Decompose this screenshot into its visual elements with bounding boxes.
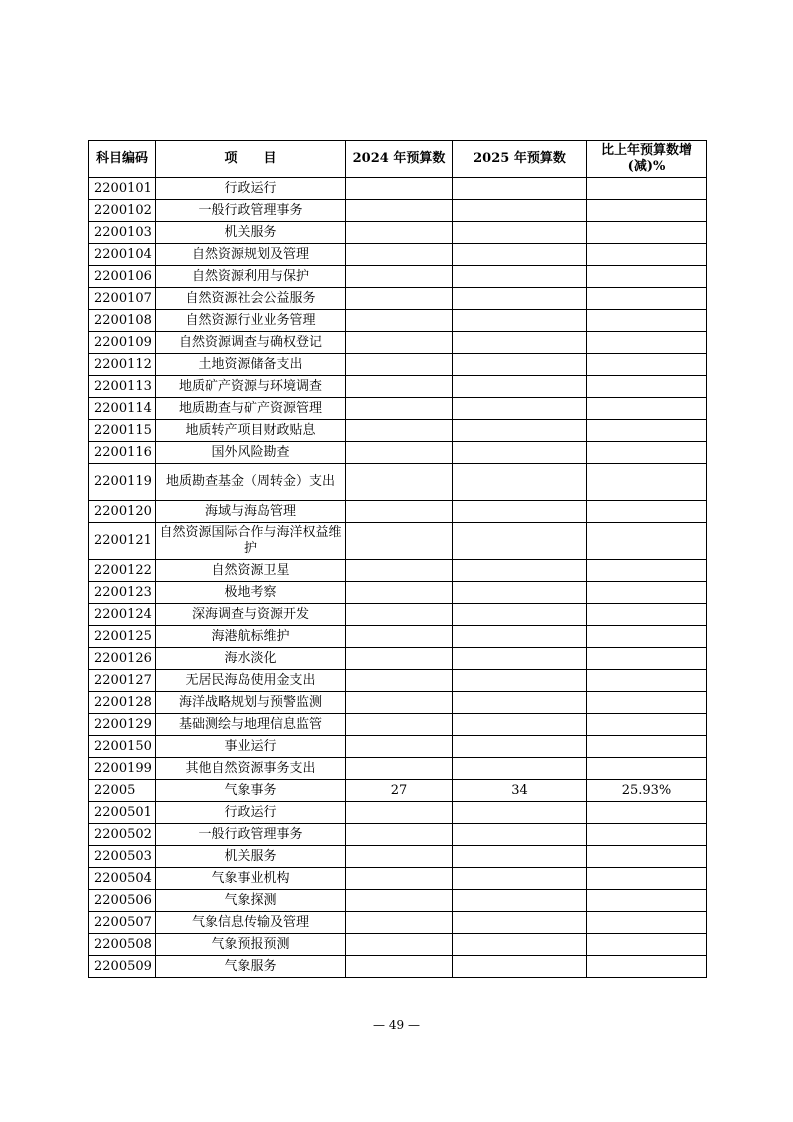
row-name-cell: 土地资源储备支出 (156, 354, 346, 376)
row-name-cell: 气象预报预测 (156, 934, 346, 956)
row-code-cell: 2200129 (89, 714, 156, 736)
row-code-cell: 2200199 (89, 758, 156, 780)
row-budget-2024-cell (346, 501, 453, 523)
row-code-cell: 2200109 (89, 332, 156, 354)
row-name-cell: 海域与海岛管理 (156, 501, 346, 523)
row-budget-2025-cell (453, 868, 587, 890)
row-budget-2025-cell (453, 934, 587, 956)
row-change-cell (587, 626, 707, 648)
row-code-cell: 2200123 (89, 582, 156, 604)
row-budget-2024-cell (346, 523, 453, 560)
row-budget-2024-cell (346, 670, 453, 692)
table-row (89, 310, 707, 332)
row-budget-2024-cell: 27 (346, 780, 453, 802)
row-budget-2025-cell (453, 802, 587, 824)
table-row (89, 780, 707, 802)
row-code-cell: 2200115 (89, 420, 156, 442)
row-budget-2025-cell (453, 890, 587, 912)
row-budget-2025-cell (453, 501, 587, 523)
table-row (89, 582, 707, 604)
row-code-cell: 2200127 (89, 670, 156, 692)
row-name-cell: 深海调查与资源开发 (156, 604, 346, 626)
row-code-cell: 2200113 (89, 376, 156, 398)
row-name-cell: 机关服务 (156, 222, 346, 244)
row-budget-2025-cell (453, 956, 587, 978)
row-change-cell (587, 464, 707, 501)
row-budget-2024-cell (346, 714, 453, 736)
row-name-cell: 极地考察 (156, 582, 346, 604)
row-change-cell (587, 332, 707, 354)
row-change-cell (587, 244, 707, 266)
row-name-cell: 气象服务 (156, 956, 346, 978)
row-name-cell: 气象探测 (156, 890, 346, 912)
row-budget-2024-cell (346, 956, 453, 978)
table-row (89, 288, 707, 310)
page-number: — 49 — (373, 1018, 420, 1032)
row-change-cell (587, 956, 707, 978)
table-row (89, 376, 707, 398)
row-change-cell (587, 523, 707, 560)
row-code-cell: 2200150 (89, 736, 156, 758)
header-code: 科目编码 (89, 141, 156, 178)
row-budget-2025-cell (453, 310, 587, 332)
row-change-cell (587, 934, 707, 956)
row-code-cell: 2200502 (89, 824, 156, 846)
row-budget-2025-cell (453, 560, 587, 582)
row-change-cell (587, 648, 707, 670)
row-budget-2025-cell (453, 420, 587, 442)
table-row (89, 200, 707, 222)
row-change-cell (587, 420, 707, 442)
row-budget-2024-cell (346, 824, 453, 846)
row-budget-2024-cell (346, 560, 453, 582)
row-name-cell: 地质勘查与矿产资源管理 (156, 398, 346, 420)
row-code-cell: 22005 (89, 780, 156, 802)
row-name-cell: 一般行政管理事务 (156, 824, 346, 846)
row-budget-2025-cell (453, 626, 587, 648)
row-budget-2024-cell (346, 178, 453, 200)
row-name-cell: 无居民海岛使用金支出 (156, 670, 346, 692)
table-row (89, 420, 707, 442)
table-row (89, 736, 707, 758)
row-budget-2025-cell (453, 758, 587, 780)
row-code-cell: 2200108 (89, 310, 156, 332)
row-name-cell: 海洋战略规划与预警监测 (156, 692, 346, 714)
row-budget-2024-cell (346, 934, 453, 956)
table-row (89, 244, 707, 266)
table-row (89, 890, 707, 912)
row-change-cell (587, 868, 707, 890)
row-budget-2024-cell (346, 222, 453, 244)
row-name-cell: 行政运行 (156, 178, 346, 200)
table-row (89, 626, 707, 648)
table-row (89, 912, 707, 934)
table-row (89, 758, 707, 780)
row-name-cell: 地质矿产资源与环境调查 (156, 376, 346, 398)
row-budget-2025-cell (453, 846, 587, 868)
row-budget-2025-cell (453, 244, 587, 266)
row-budget-2025-cell (453, 442, 587, 464)
row-code-cell: 2200501 (89, 802, 156, 824)
row-budget-2024-cell (346, 846, 453, 868)
row-name-cell: 自然资源调查与确权登记 (156, 332, 346, 354)
table-row (89, 846, 707, 868)
row-budget-2024-cell (346, 912, 453, 934)
row-code-cell: 2200128 (89, 692, 156, 714)
row-code-cell: 2200120 (89, 501, 156, 523)
row-budget-2025-cell (453, 523, 587, 560)
table-row (89, 934, 707, 956)
row-code-cell: 2200125 (89, 626, 156, 648)
row-change-cell (587, 222, 707, 244)
table-row (89, 670, 707, 692)
row-change-cell (587, 670, 707, 692)
row-change-cell (587, 890, 707, 912)
row-code-cell: 2200112 (89, 354, 156, 376)
row-budget-2024-cell (346, 868, 453, 890)
row-budget-2024-cell (346, 354, 453, 376)
table-row (89, 868, 707, 890)
row-code-cell: 2200121 (89, 523, 156, 560)
row-name-cell: 地质勘查基金（周转金）支出 (156, 464, 346, 501)
row-code-cell: 2200507 (89, 912, 156, 934)
row-change-cell (587, 824, 707, 846)
table-row (89, 560, 707, 582)
row-change-cell: 25.93% (587, 780, 707, 802)
row-name-cell: 气象信息传输及管理 (156, 912, 346, 934)
row-budget-2025-cell (453, 604, 587, 626)
table-row (89, 332, 707, 354)
row-change-cell (587, 501, 707, 523)
row-name-cell: 一般行政管理事务 (156, 200, 346, 222)
row-budget-2024-cell (346, 604, 453, 626)
table-row (89, 692, 707, 714)
row-change-cell (587, 178, 707, 200)
row-budget-2025-cell (453, 714, 587, 736)
table-row (89, 824, 707, 846)
row-code-cell: 2200122 (89, 560, 156, 582)
row-budget-2025-cell (453, 912, 587, 934)
row-code-cell: 2200103 (89, 222, 156, 244)
row-budget-2025-cell (453, 376, 587, 398)
table-body (89, 178, 707, 978)
row-name-cell: 海港航标维护 (156, 626, 346, 648)
table-row (89, 802, 707, 824)
table-row (89, 464, 707, 501)
row-budget-2024-cell (346, 890, 453, 912)
row-budget-2024-cell (346, 582, 453, 604)
row-change-cell (587, 758, 707, 780)
row-change-cell (587, 354, 707, 376)
row-budget-2025-cell (453, 178, 587, 200)
row-code-cell: 2200504 (89, 868, 156, 890)
table-row (89, 604, 707, 626)
row-budget-2024-cell (346, 464, 453, 501)
row-change-cell (587, 582, 707, 604)
row-budget-2025-cell (453, 332, 587, 354)
row-budget-2024-cell (346, 802, 453, 824)
row-code-cell: 2200126 (89, 648, 156, 670)
table-header (89, 141, 707, 178)
table-row (89, 523, 707, 560)
table-row (89, 266, 707, 288)
row-change-cell (587, 604, 707, 626)
row-budget-2024-cell (346, 288, 453, 310)
row-budget-2024-cell (346, 398, 453, 420)
row-budget-2025-cell (453, 670, 587, 692)
row-change-cell (587, 376, 707, 398)
row-budget-2024-cell (346, 758, 453, 780)
row-change-cell (587, 442, 707, 464)
row-budget-2025-cell: 34 (453, 780, 587, 802)
table-row (89, 714, 707, 736)
table-row (89, 956, 707, 978)
row-name-cell: 其他自然资源事务支出 (156, 758, 346, 780)
row-code-cell: 2200503 (89, 846, 156, 868)
row-budget-2025-cell (453, 648, 587, 670)
table-row (89, 354, 707, 376)
row-name-cell: 自然资源行业业务管理 (156, 310, 346, 332)
row-name-cell: 事业运行 (156, 736, 346, 758)
row-budget-2024-cell (346, 376, 453, 398)
header-row (89, 141, 707, 178)
row-budget-2024-cell (346, 310, 453, 332)
row-budget-2024-cell (346, 266, 453, 288)
row-name-cell: 气象事业机构 (156, 868, 346, 890)
row-code-cell: 2200116 (89, 442, 156, 464)
row-change-cell (587, 714, 707, 736)
row-budget-2024-cell (346, 692, 453, 714)
row-code-cell: 2200124 (89, 604, 156, 626)
row-change-cell (587, 266, 707, 288)
row-change-cell (587, 288, 707, 310)
row-code-cell: 2200102 (89, 200, 156, 222)
header-budget-2025: 2025 年预算数 (453, 141, 587, 178)
row-budget-2025-cell (453, 824, 587, 846)
row-change-cell (587, 200, 707, 222)
row-name-cell: 海水淡化 (156, 648, 346, 670)
row-budget-2024-cell (346, 442, 453, 464)
row-name-cell: 气象事务 (156, 780, 346, 802)
row-code-cell: 2200114 (89, 398, 156, 420)
row-name-cell: 地质转产项目财政贴息 (156, 420, 346, 442)
row-budget-2024-cell (346, 244, 453, 266)
row-change-cell (587, 912, 707, 934)
row-name-cell: 基础测绘与地理信息监管 (156, 714, 346, 736)
row-budget-2025-cell (453, 222, 587, 244)
row-name-cell: 自然资源利用与保护 (156, 266, 346, 288)
row-name-cell: 自然资源规划及管理 (156, 244, 346, 266)
row-name-cell: 自然资源卫星 (156, 560, 346, 582)
row-code-cell: 2200506 (89, 890, 156, 912)
row-change-cell (587, 692, 707, 714)
budget-table (88, 140, 707, 978)
header-item: 项 目 (156, 141, 346, 178)
row-code-cell: 2200101 (89, 178, 156, 200)
row-code-cell: 2200107 (89, 288, 156, 310)
row-budget-2025-cell (453, 266, 587, 288)
row-budget-2024-cell (346, 332, 453, 354)
row-change-cell (587, 398, 707, 420)
row-budget-2024-cell (346, 648, 453, 670)
row-code-cell: 2200104 (89, 244, 156, 266)
row-name-cell: 国外风险勘查 (156, 442, 346, 464)
row-name-cell: 行政运行 (156, 802, 346, 824)
row-budget-2025-cell (453, 582, 587, 604)
row-code-cell: 2200106 (89, 266, 156, 288)
header-budget-2024: 2024 年预算数 (346, 141, 453, 178)
row-code-cell: 2200119 (89, 464, 156, 501)
row-budget-2024-cell (346, 626, 453, 648)
row-budget-2025-cell (453, 288, 587, 310)
row-budget-2025-cell (453, 200, 587, 222)
row-change-cell (587, 310, 707, 332)
table-row (89, 222, 707, 244)
row-budget-2024-cell (346, 200, 453, 222)
table-row (89, 648, 707, 670)
row-change-cell (587, 802, 707, 824)
table-row (89, 178, 707, 200)
row-budget-2024-cell (346, 736, 453, 758)
row-budget-2024-cell (346, 420, 453, 442)
row-budget-2025-cell (453, 398, 587, 420)
row-change-cell (587, 736, 707, 758)
row-name-cell: 自然资源国际合作与海洋权益维护 (156, 523, 346, 560)
row-budget-2025-cell (453, 464, 587, 501)
row-budget-2025-cell (453, 692, 587, 714)
row-code-cell: 2200508 (89, 934, 156, 956)
table-row (89, 442, 707, 464)
row-name-cell: 机关服务 (156, 846, 346, 868)
header-change: 比上年预算数增(减)% (587, 141, 707, 178)
row-code-cell: 2200509 (89, 956, 156, 978)
table-row (89, 501, 707, 523)
table-row (89, 398, 707, 420)
row-change-cell (587, 846, 707, 868)
row-budget-2025-cell (453, 736, 587, 758)
row-name-cell: 自然资源社会公益服务 (156, 288, 346, 310)
row-change-cell (587, 560, 707, 582)
row-budget-2025-cell (453, 354, 587, 376)
